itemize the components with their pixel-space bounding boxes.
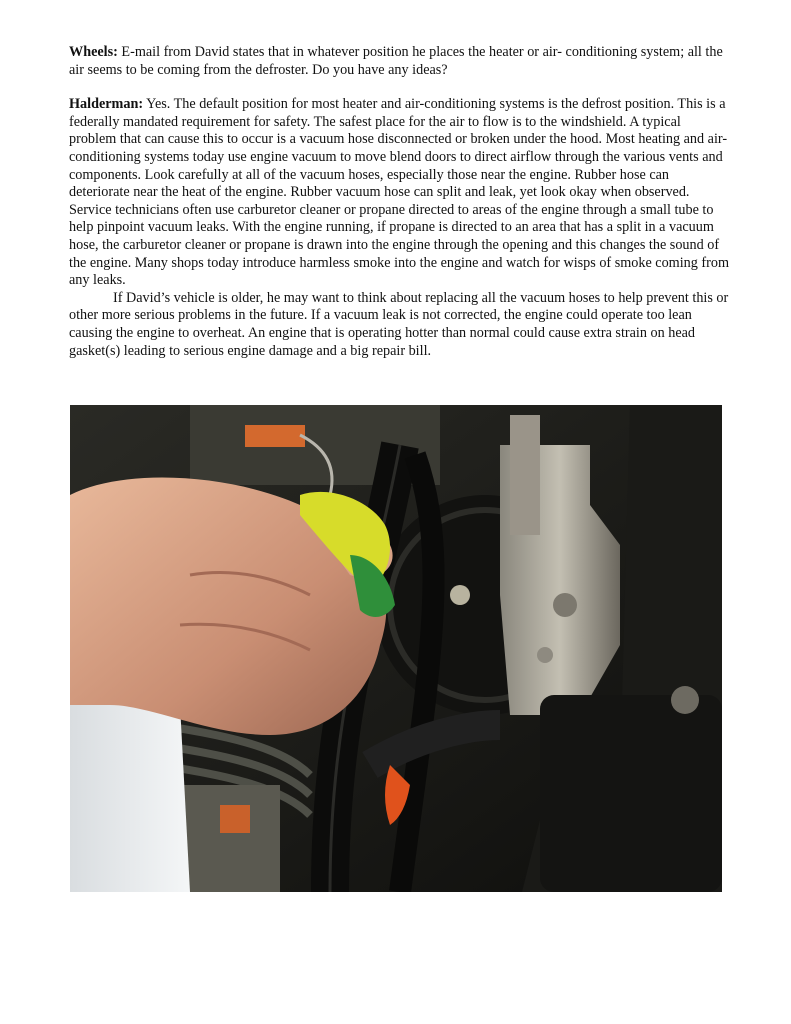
speaker-halderman: Halderman: (69, 96, 144, 113)
answer-text: Yes. The default position for most heater and air-conditioning systems is the defrost position. This is a federally mandated requirement for safety. The safest place for the air to flow is to the windshield. A typical problem that can cause this to occur is a vacuum hose disconnected or broken under the hood. Most heating and air-conditioning systems today use engine vacuum to move blend doors to direct airflow through the various vents and components. Look carefully at all of the vacuum hoses, especially those near the engine. Rubber hose can deteriorate near the heat of the engine. Rubber vacuum hose can split and leak, yet look okay when observed. Service technicians often use carburetor cleaner or propane directed to areas of the engine through a small tube to help pinpoint vacuum leaks. With the engine running, if propane is directed to an area that has a split in a vacuum hose, the carburetor cleaner or propane is drawn into the engine through the opening and this changes the sound of the engine. Many shops today introduce harmless smoke into the engine and watch for wisps of smoke coming from any leaks. (69, 96, 729, 289)
question-text: E-mail from David states that in whatever position he places the heater or air- conditioning system; all the air seems to be coming from the defroster. Do you have any ideas? (69, 44, 723, 78)
question-paragraph (69, 44, 729, 79)
engine-bay-photo (70, 405, 722, 892)
speaker-wheels: Wheels: (69, 44, 118, 60)
answer-continuation: If David’s vehicle is older, he may want to think about replacing all the vacuum hoses to help prevent this or other more serious problems in the future. If a vacuum leak is not corrected, the engine could operate too lean causing the engine to overheat. An engine that is operating hotter than normal could cause extra strain on head gasket(s) leading to serious engine damage and a big repair bill. (69, 289, 729, 359)
engine-bay-photo-icon (70, 405, 722, 892)
document-body (69, 44, 729, 360)
answer-paragraph (69, 96, 729, 290)
